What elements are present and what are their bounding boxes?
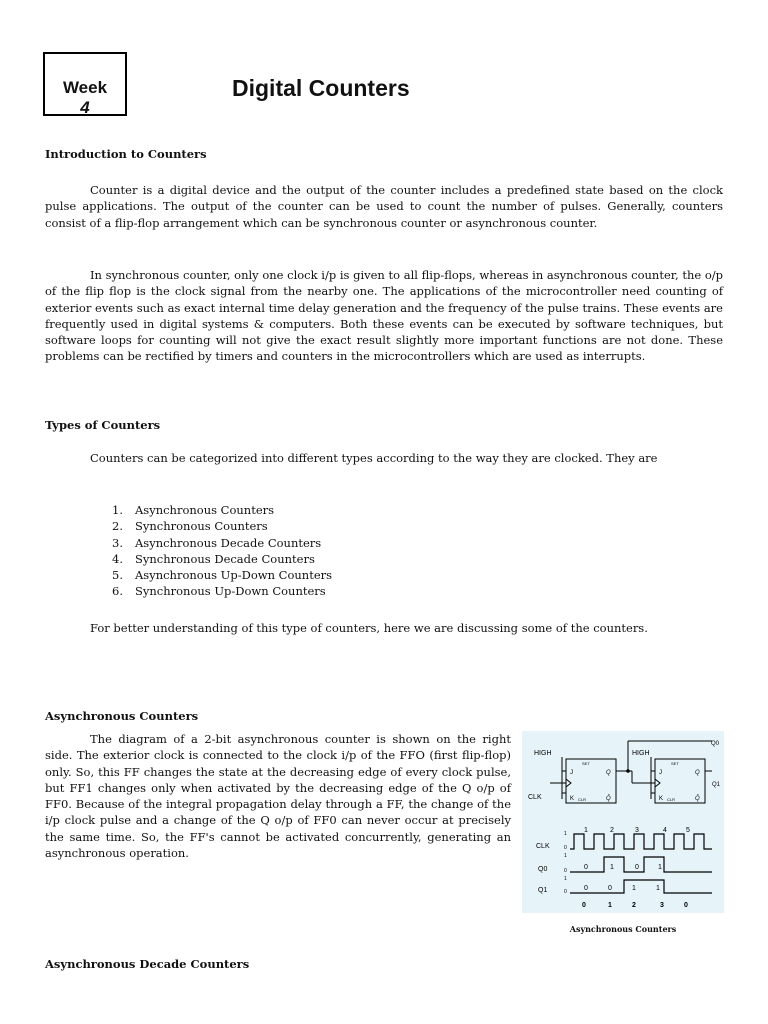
pulse-number: 4: [663, 827, 667, 834]
junction-dot: [626, 769, 630, 773]
count-value: 0: [684, 902, 688, 909]
q0-value: 0: [584, 864, 588, 871]
list-item: 1. Asynchronous Counters: [112, 503, 275, 517]
clk-zero-level: 0: [564, 845, 567, 851]
ff0-k-label: K: [570, 796, 575, 802]
high-label-2: HIGH: [632, 750, 650, 757]
q1-one-level: 1: [564, 876, 567, 882]
ff1-set-label: SET: [671, 761, 679, 766]
ff0-q-label: Q: [606, 770, 611, 776]
pulse-number: 2: [610, 827, 614, 834]
q1-value: 0: [608, 885, 612, 892]
clk-label: CLK: [528, 794, 542, 801]
types-intro: Counters can be categorized into different types according to the way they are clocked. They are: [90, 451, 658, 465]
q1-value: 1: [656, 885, 660, 892]
week-box: [43, 52, 127, 116]
list-item: 3. Asynchronous Decade Counters: [112, 535, 322, 550]
decade-heading: Asynchronous Decade Counters: [45, 957, 250, 971]
list-item: 4. Synchronous Decade Counters: [112, 551, 315, 566]
q0-row-label: Q0: [538, 866, 548, 873]
ff0-qbar-label: Q̄: [606, 796, 611, 802]
pulse-number: 5: [686, 827, 690, 834]
list-item: 6. Synchronous Up-Down Counters: [112, 584, 326, 599]
circuit-diagram: [522, 731, 724, 913]
q0-value: 1: [610, 864, 614, 871]
figure-caption: Asynchronous Counters: [569, 924, 677, 934]
async-paragraph: The diagram of a 2-bit asynchronous counter is shown on the right side. The exterior clock is connected to the clock i/p of the FFO (first flip-flop) only. So, this FF changes the state at the decreasing edge of every clock pulse, but FF1 changes only when activated by the decreasing edge of the Q o/p of FF0. Because of the integral propagation delay through a FF, the change of the i/p clock pulse and a change of the Q o/p of FF0 can never occur at precisely the same time. So, the FF's cannot be activated concurrently, generating an asynchronous operation.: [45, 732, 511, 861]
async-counter-figure: [522, 731, 724, 913]
clk-one-level: 1: [564, 831, 567, 837]
q1-value: 0: [584, 885, 588, 892]
high-label-1: HIGH: [534, 750, 552, 757]
list-item: 5. Asynchronous Up-Down Counters: [112, 568, 333, 583]
counter-types-list: [112, 502, 332, 600]
q1-row-label: Q1: [538, 887, 548, 894]
count-value: 3: [660, 902, 664, 909]
ff1-j-label: J: [659, 770, 662, 776]
pulse-number: 3: [635, 827, 639, 834]
q1-zero-level: 0: [564, 889, 567, 895]
pulse-number: 1: [584, 827, 588, 834]
ff1-q-label: Q: [695, 770, 700, 776]
q0-waveform: [570, 857, 712, 872]
types-closing: For better understanding of this type of counters, here we are discussing some of the counters.: [90, 621, 648, 635]
q0-value: 0: [635, 864, 639, 871]
ff0-set-label: SET: [582, 761, 590, 766]
types-heading: Types of Counters: [45, 418, 161, 432]
clk-row-label: CLK: [536, 843, 550, 850]
clk-waveform: [570, 834, 712, 849]
clk-triangle-0: [566, 779, 571, 787]
page-title: Digital Counters: [232, 75, 410, 101]
intro-paragraph-2: In synchronous counter, only one clock i/p is given to all flip-flops, whereas in asynchronous counter, the o/p of the flip flop is the clock signal from the nearby one. The applications of the microcontroller need counting of exterior events such as exact internal time delay generation and the frequency of the pulse trains. These events are frequently used in digital systems & computers. Both these events can be executed by software techniques, but software loops for counting will not give the exact result slightly more important functions are not done. These problems can be rectified by timers and counters in the microcontrollers which are used as interrupts.: [45, 268, 723, 364]
ff1-clr-label: CLR: [667, 797, 676, 802]
async-heading: Asynchronous Counters: [45, 709, 199, 723]
q0-output-label: Q0: [711, 741, 720, 747]
list-item: 2. Synchronous Counters: [112, 519, 268, 534]
ff0-clr-label: CLR: [578, 797, 587, 802]
q1-value: 1: [632, 885, 636, 892]
week-label: Week: [62, 78, 108, 97]
count-value: 0: [582, 902, 586, 909]
q0-zero-level: 0: [564, 868, 567, 874]
ff1-k-label: K: [659, 796, 664, 802]
q1-waveform: [570, 880, 712, 893]
count-value: 2: [632, 902, 636, 909]
clk-triangle-1: [655, 779, 660, 787]
ff1-qbar-label: Q̄: [695, 796, 700, 802]
week-number: 4: [80, 98, 90, 117]
q0-one-level: 1: [564, 853, 567, 859]
count-value: 1: [608, 902, 612, 909]
q1-output-label: Q1: [712, 782, 721, 788]
intro-heading: Introduction to Counters: [45, 147, 207, 161]
ff0-j-label: J: [570, 770, 573, 776]
q0-value: 1: [658, 864, 662, 871]
intro-paragraph-1: Counter is a digital device and the output of the counter includes a predefined state based on the clock pulse applications. The output of the counter can be used to count the number of pulses. Generally, counters consist of a flip-flop arrangement which can be synchronous counter or asynchronous counter.: [45, 183, 723, 230]
